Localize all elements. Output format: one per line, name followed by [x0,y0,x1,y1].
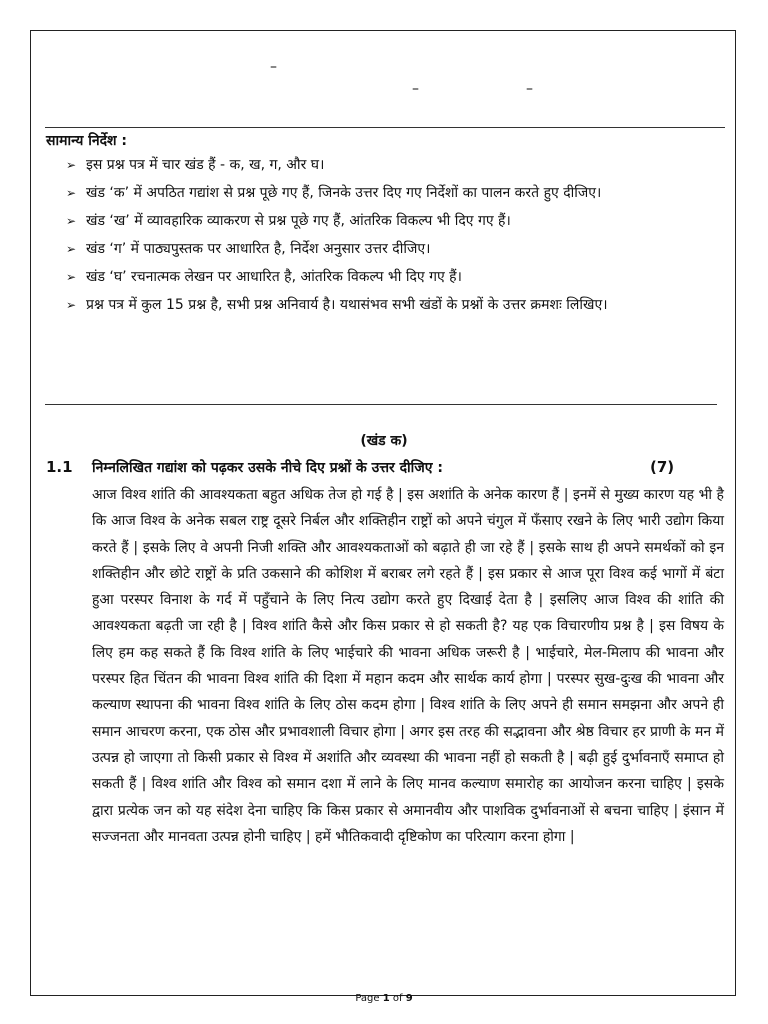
list-item: ➢ इस प्रश्न पत्र में चार खंड हैं - क, ख, ग, और घ। [66,151,726,179]
page-footer [0,993,768,1004]
instructions-list [66,151,726,319]
arrow-bullet-icon: ➢ [66,158,77,172]
list-item: ➢ खंड ‘ख’ में व्यावहारिक व्याकरण से प्रश्न पूछे गए हैं, आंतरिक विकल्प भी दिए गए हैं। [66,207,726,235]
arrow-bullet-icon: ➢ [66,186,77,200]
page-label: Page [355,993,380,1004]
instructions-title: सामान्य निर्देश : [46,133,128,149]
header-dash: – [526,81,533,97]
question-text: निम्नलिखित गद्यांश को पढ़कर उसके नीचे दिए प्रश्नों के उत्तर दीजिए : [92,460,443,476]
divider-top [45,127,725,128]
header-dash: – [412,81,419,97]
of-label: of [392,993,403,1004]
total-pages: 9 [405,993,413,1004]
arrow-bullet-icon: ➢ [66,298,77,312]
arrow-bullet-icon: ➢ [66,242,77,256]
header-dash: – [270,59,277,75]
arrow-bullet-icon: ➢ [66,270,77,284]
divider-middle [45,404,717,405]
question-marks: (7) [650,458,675,476]
list-item: ➢ खंड ‘ग’ में पाठ्यपुस्तक पर आधारित है, निर्देश अनुसार उत्तर दीजिए। [66,235,726,263]
list-item: ➢ खंड ‘क’ में अपठित गद्यांश से प्रश्न पूछे गए हैं, जिनके उत्तर दिए गए निर्देशों का पालन करते हुए दीजिए। [66,179,726,207]
current-page: 1 [382,993,390,1004]
list-item: ➢ प्रश्न पत्र में कुल 15 प्रश्न है, सभी प्रश्न अनिवार्य है। यथासंभव सभी खंडों के प्रश्नों के उत्तर क्रमशः लिखिए। [66,291,726,319]
arrow-bullet-icon: ➢ [66,214,77,228]
question-number: 1.1 [46,458,73,476]
list-item: ➢ खंड ‘घ’ रचनात्मक लेखन पर आधारित है, आंतरिक विकल्प भी दिए गए हैं। [66,263,726,291]
section-heading: (खंड क) [360,433,408,449]
passage-text: आज विश्व शांति की आवश्यकता बहुत अधिक तेज हो गई है | इस अशांति के अनेक कारण हैं | इनमें से मुख्य कारण यह भी है कि आज विश्व के अनेक सबल राष्ट्र दूसरे निर्बल और शक्तिहीन राष्ट्रों को अपने चंगुल में फँसाए रखने के लिए भारी उद्योग किया करते हैं | इसके लिए वे अपनी निजी शक्ति और आवश्यकताओं को बढ़ाते ही जा रहे हैं | इसके साथ ही अपने समर्थकों को इन शक्तिहीन और छोटे राष्ट्रों के प्रति उकसाने की कोशिश में बराबर लगे रहते हैं | इस प्रकार से आज पूरा विश्व कई भागों में बंटा हुआ परस्पर विनाश के गर्द में पहुँचाने के लिए नित्य उद्योग करते हुए दिखाई देता है | इसलिए आज विश्व की शांति की आवश्यकता बढ़ती जा रही है | विश्व शांति कैसे और किस प्रकार से हो सकती है? यह एक विचारणीय प्रश्न है | इस विषय के लिए हम कह सकते हैं कि विश्व शांति के लिए भाईचारे की भावना अधिक जरूरी है | भाईचारे, मेल-मिलाप की भावना और परस्पर हित चिंतन की भावना विश्व शांति की दिशा में महान कदम और सार्थक कार्य होगा | परस्पर सुख-दुःख की भावना और कल्याण स्थापना की भावना विश्व शांति के लिए ठोस कदम होगा | विश्व शांति के लिए अपने ही समान समझना और अपने ही समान आचरण करना, एक ठोस और प्रभावशाली विचार होगा | अगर इस तरह की सद्भावना और श्रेष्ठ विचार हर प्राणी के मन में उत्पन्न हो जाएगा तो किसी प्रकार से विश्व में अशांति और व्यवस्था की भावना नहीं हो सकती है | बढ़ी हुई दुर्भावनाएँ समाप्त हो सकती हैं | विश्व शांति और विश्व को समान दशा में लाने के लिए मानव कल्याण समारोह का आयोजन करना चाहिए | इसके द्वारा प्रत्येक जन को यह संदेश देना चाहिए कि किस प्रकार से अमानवीय और पाशविक दुर्भावनाओं से बचना चाहिए | इंसान में सज्जनता और मानवता उत्पन्न होनी चाहिए | हमें भौतिकवादी दृष्टिकोण का परित्याग करना होगा | [92,487,724,845]
